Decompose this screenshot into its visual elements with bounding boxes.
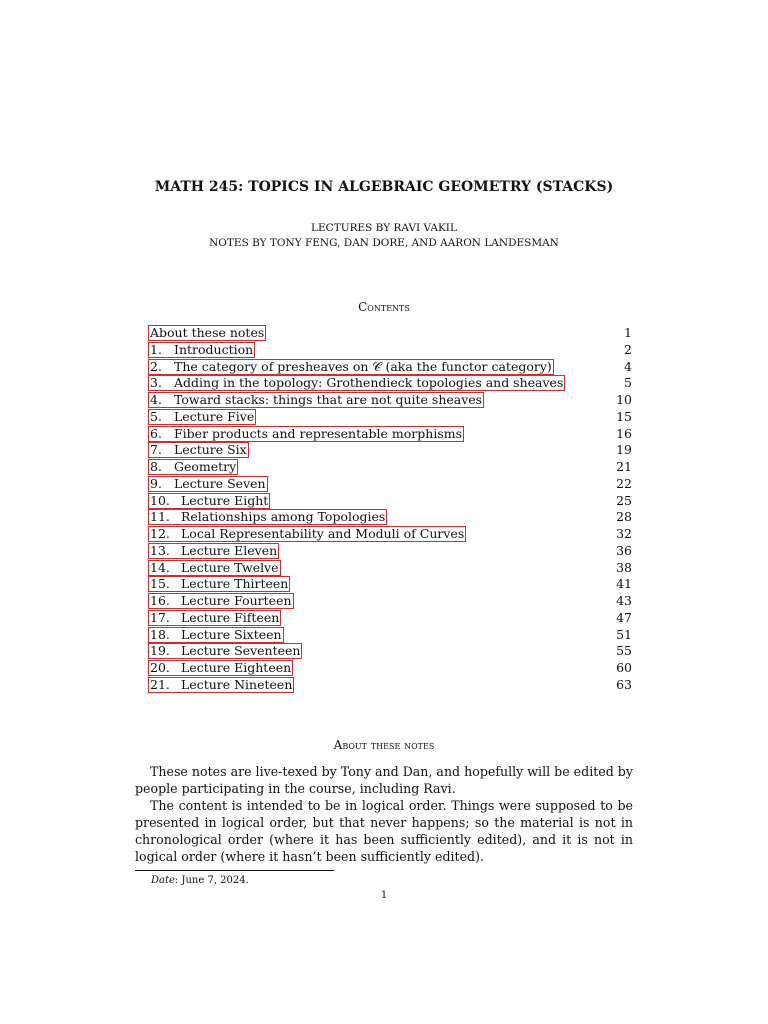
toc-entry bbox=[148, 509, 634, 526]
toc-section-number: 3. bbox=[150, 375, 162, 391]
toc-section-number: 1. bbox=[150, 341, 162, 357]
contents-heading: Contents bbox=[358, 300, 410, 314]
toc-entry bbox=[148, 493, 634, 510]
footnote-label: Date bbox=[151, 875, 175, 886]
toc-link[interactable] bbox=[148, 627, 284, 643]
toc-page-number: 16 bbox=[616, 425, 632, 441]
toc-link[interactable] bbox=[148, 643, 302, 659]
toc-section-number: 14. bbox=[150, 559, 170, 575]
paper-title: MATH 245: TOPICS IN ALGEBRAIC GEOMETRY (STACKS) bbox=[154, 179, 614, 195]
toc-section-number: 7. bbox=[150, 442, 162, 458]
toc-page-number: 47 bbox=[616, 609, 632, 625]
toc-page-number: 4 bbox=[624, 358, 632, 374]
toc-section-number: 16. bbox=[150, 593, 170, 608]
toc-link[interactable] bbox=[148, 660, 293, 676]
toc-link[interactable] bbox=[148, 509, 387, 525]
toc-entry bbox=[148, 643, 634, 660]
date-footnote bbox=[151, 875, 249, 886]
toc-section-number: 5. bbox=[150, 408, 162, 424]
toc-label: Toward stacks: things that are not quite sheaves bbox=[174, 392, 483, 407]
table-of-contents bbox=[148, 325, 634, 694]
toc-page-number: 25 bbox=[616, 492, 632, 508]
toc-entry bbox=[148, 409, 634, 426]
toc-section-number: 8. bbox=[150, 459, 162, 474]
toc-entry bbox=[148, 610, 634, 627]
toc-entry bbox=[148, 576, 634, 593]
toc-entry bbox=[148, 325, 634, 342]
toc-section-number: 6. bbox=[150, 425, 162, 441]
toc-label: Lecture Thirteen bbox=[181, 576, 289, 592]
toc-page-number: 21 bbox=[616, 459, 632, 474]
toc-label: About these notes bbox=[150, 325, 265, 340]
toc-page-number: 22 bbox=[616, 475, 632, 491]
toc-label: Local Representability and Moduli of Curves bbox=[181, 526, 465, 541]
toc-label: Relationships among Topologies bbox=[181, 509, 386, 525]
toc-label: Lecture Eight bbox=[181, 492, 269, 508]
toc-label: Fiber products and representable morphisms bbox=[174, 425, 463, 441]
toc-label: Lecture Twelve bbox=[181, 559, 279, 575]
toc-label: Lecture Nineteen bbox=[181, 676, 293, 692]
toc-page-number: 19 bbox=[616, 442, 632, 458]
toc-page-number: 51 bbox=[616, 626, 632, 642]
toc-link[interactable] bbox=[148, 543, 279, 559]
toc-label: Lecture Seven bbox=[174, 475, 266, 491]
toc-label: Lecture Eighteen bbox=[181, 660, 292, 675]
paragraph: These notes are live-texed by Tony and Dan, and hopefully will be edited by people participating in the course, including Ravi. bbox=[135, 764, 633, 796]
lecturer-line: LECTURES BY RAVI VAKIL bbox=[311, 222, 457, 234]
toc-page-number: 55 bbox=[616, 643, 632, 659]
toc-entry bbox=[148, 476, 634, 493]
footnote-rule bbox=[135, 870, 334, 871]
toc-section-number: 17. bbox=[150, 609, 170, 625]
toc-link[interactable] bbox=[148, 677, 294, 693]
toc-link[interactable] bbox=[148, 426, 464, 442]
toc-page-number: 32 bbox=[616, 526, 632, 541]
toc-page-number: 60 bbox=[616, 660, 632, 675]
toc-link[interactable] bbox=[148, 576, 290, 592]
toc-page-number: 10 bbox=[616, 392, 632, 407]
toc-section-number: 20. bbox=[150, 660, 170, 675]
toc-section-number: 4. bbox=[150, 392, 162, 407]
toc-link[interactable] bbox=[148, 342, 255, 358]
toc-entry bbox=[148, 543, 634, 560]
toc-label: Lecture Fourteen bbox=[181, 593, 292, 608]
toc-link[interactable] bbox=[148, 375, 565, 391]
toc-entry bbox=[148, 526, 634, 543]
toc-entry bbox=[148, 459, 634, 476]
paragraph: The content is intended to be in logical order. Things were supposed to be presented in logical order, but that never happens; so the material is not in chronological order (where it has been sufficiently edited), and it is not in logical order (where it hasn’t been sufficiently edited). bbox=[135, 798, 633, 864]
toc-link[interactable] bbox=[148, 459, 238, 475]
toc-entry bbox=[148, 359, 634, 376]
toc-label: Lecture Sixteen bbox=[181, 626, 282, 642]
toc-label: Geometry bbox=[174, 459, 237, 474]
toc-link[interactable] bbox=[148, 493, 270, 509]
toc-page-number: 1 bbox=[624, 325, 632, 340]
toc-page-number: 2 bbox=[624, 341, 632, 357]
toc-entry bbox=[148, 593, 634, 610]
toc-entry bbox=[148, 342, 634, 359]
about-section-body bbox=[135, 763, 633, 865]
notes-authors-line: NOTES BY TONY FENG, DAN DORE, AND AARON LANDESMAN bbox=[209, 237, 559, 249]
toc-page-number: 28 bbox=[616, 509, 632, 525]
toc-section-number: 10. bbox=[150, 492, 170, 508]
toc-label: Lecture Eleven bbox=[181, 542, 278, 558]
toc-page-number: 15 bbox=[616, 408, 632, 424]
toc-label: Adding in the topology: Grothendieck topologies and sheaves bbox=[174, 375, 564, 391]
toc-link[interactable] bbox=[148, 610, 281, 626]
toc-link[interactable] bbox=[148, 442, 249, 458]
toc-section-number: 19. bbox=[150, 643, 170, 659]
toc-label: The category of presheaves on 𝒞 (aka the functor category) bbox=[174, 358, 552, 374]
toc-page-number: 5 bbox=[624, 375, 632, 391]
toc-entry bbox=[148, 560, 634, 577]
toc-page-number: 43 bbox=[616, 593, 632, 608]
toc-link[interactable] bbox=[148, 476, 268, 492]
toc-entry bbox=[148, 392, 634, 409]
toc-link[interactable] bbox=[148, 359, 554, 375]
toc-entry bbox=[148, 660, 634, 677]
page-number: 1 bbox=[380, 890, 388, 901]
toc-section-number: 2. bbox=[150, 358, 162, 374]
toc-section-number: 9. bbox=[150, 475, 162, 491]
toc-link[interactable] bbox=[148, 325, 266, 341]
toc-section-number: 21. bbox=[150, 676, 170, 692]
toc-section-number: 11. bbox=[150, 509, 170, 525]
toc-label: Introduction bbox=[174, 341, 254, 357]
toc-entry bbox=[148, 375, 634, 392]
toc-page-number: 36 bbox=[616, 542, 632, 558]
toc-label: Lecture Fifteen bbox=[181, 609, 280, 625]
toc-section-number: 12. bbox=[150, 526, 170, 541]
toc-label: Lecture Five bbox=[174, 408, 255, 424]
toc-entry bbox=[148, 426, 634, 443]
about-heading: About these notes bbox=[333, 738, 435, 752]
toc-entry bbox=[148, 627, 634, 644]
toc-link[interactable] bbox=[148, 560, 281, 576]
toc-link[interactable] bbox=[148, 392, 484, 408]
toc-label: Lecture Six bbox=[174, 442, 247, 458]
toc-entry bbox=[148, 677, 634, 694]
toc-link[interactable] bbox=[148, 593, 294, 609]
toc-label: Lecture Seventeen bbox=[181, 643, 301, 659]
author-block bbox=[0, 221, 768, 251]
toc-section-number: 18. bbox=[150, 626, 170, 642]
toc-section-number: 13. bbox=[150, 542, 170, 558]
toc-page-number: 38 bbox=[616, 559, 632, 575]
toc-page-number: 63 bbox=[616, 676, 632, 692]
toc-entry bbox=[148, 442, 634, 459]
toc-link[interactable] bbox=[148, 526, 466, 542]
toc-link[interactable] bbox=[148, 409, 256, 425]
toc-section-number: 15. bbox=[150, 576, 170, 592]
toc-page-number: 41 bbox=[616, 576, 632, 592]
footnote-value: : June 7, 2024. bbox=[174, 875, 249, 886]
